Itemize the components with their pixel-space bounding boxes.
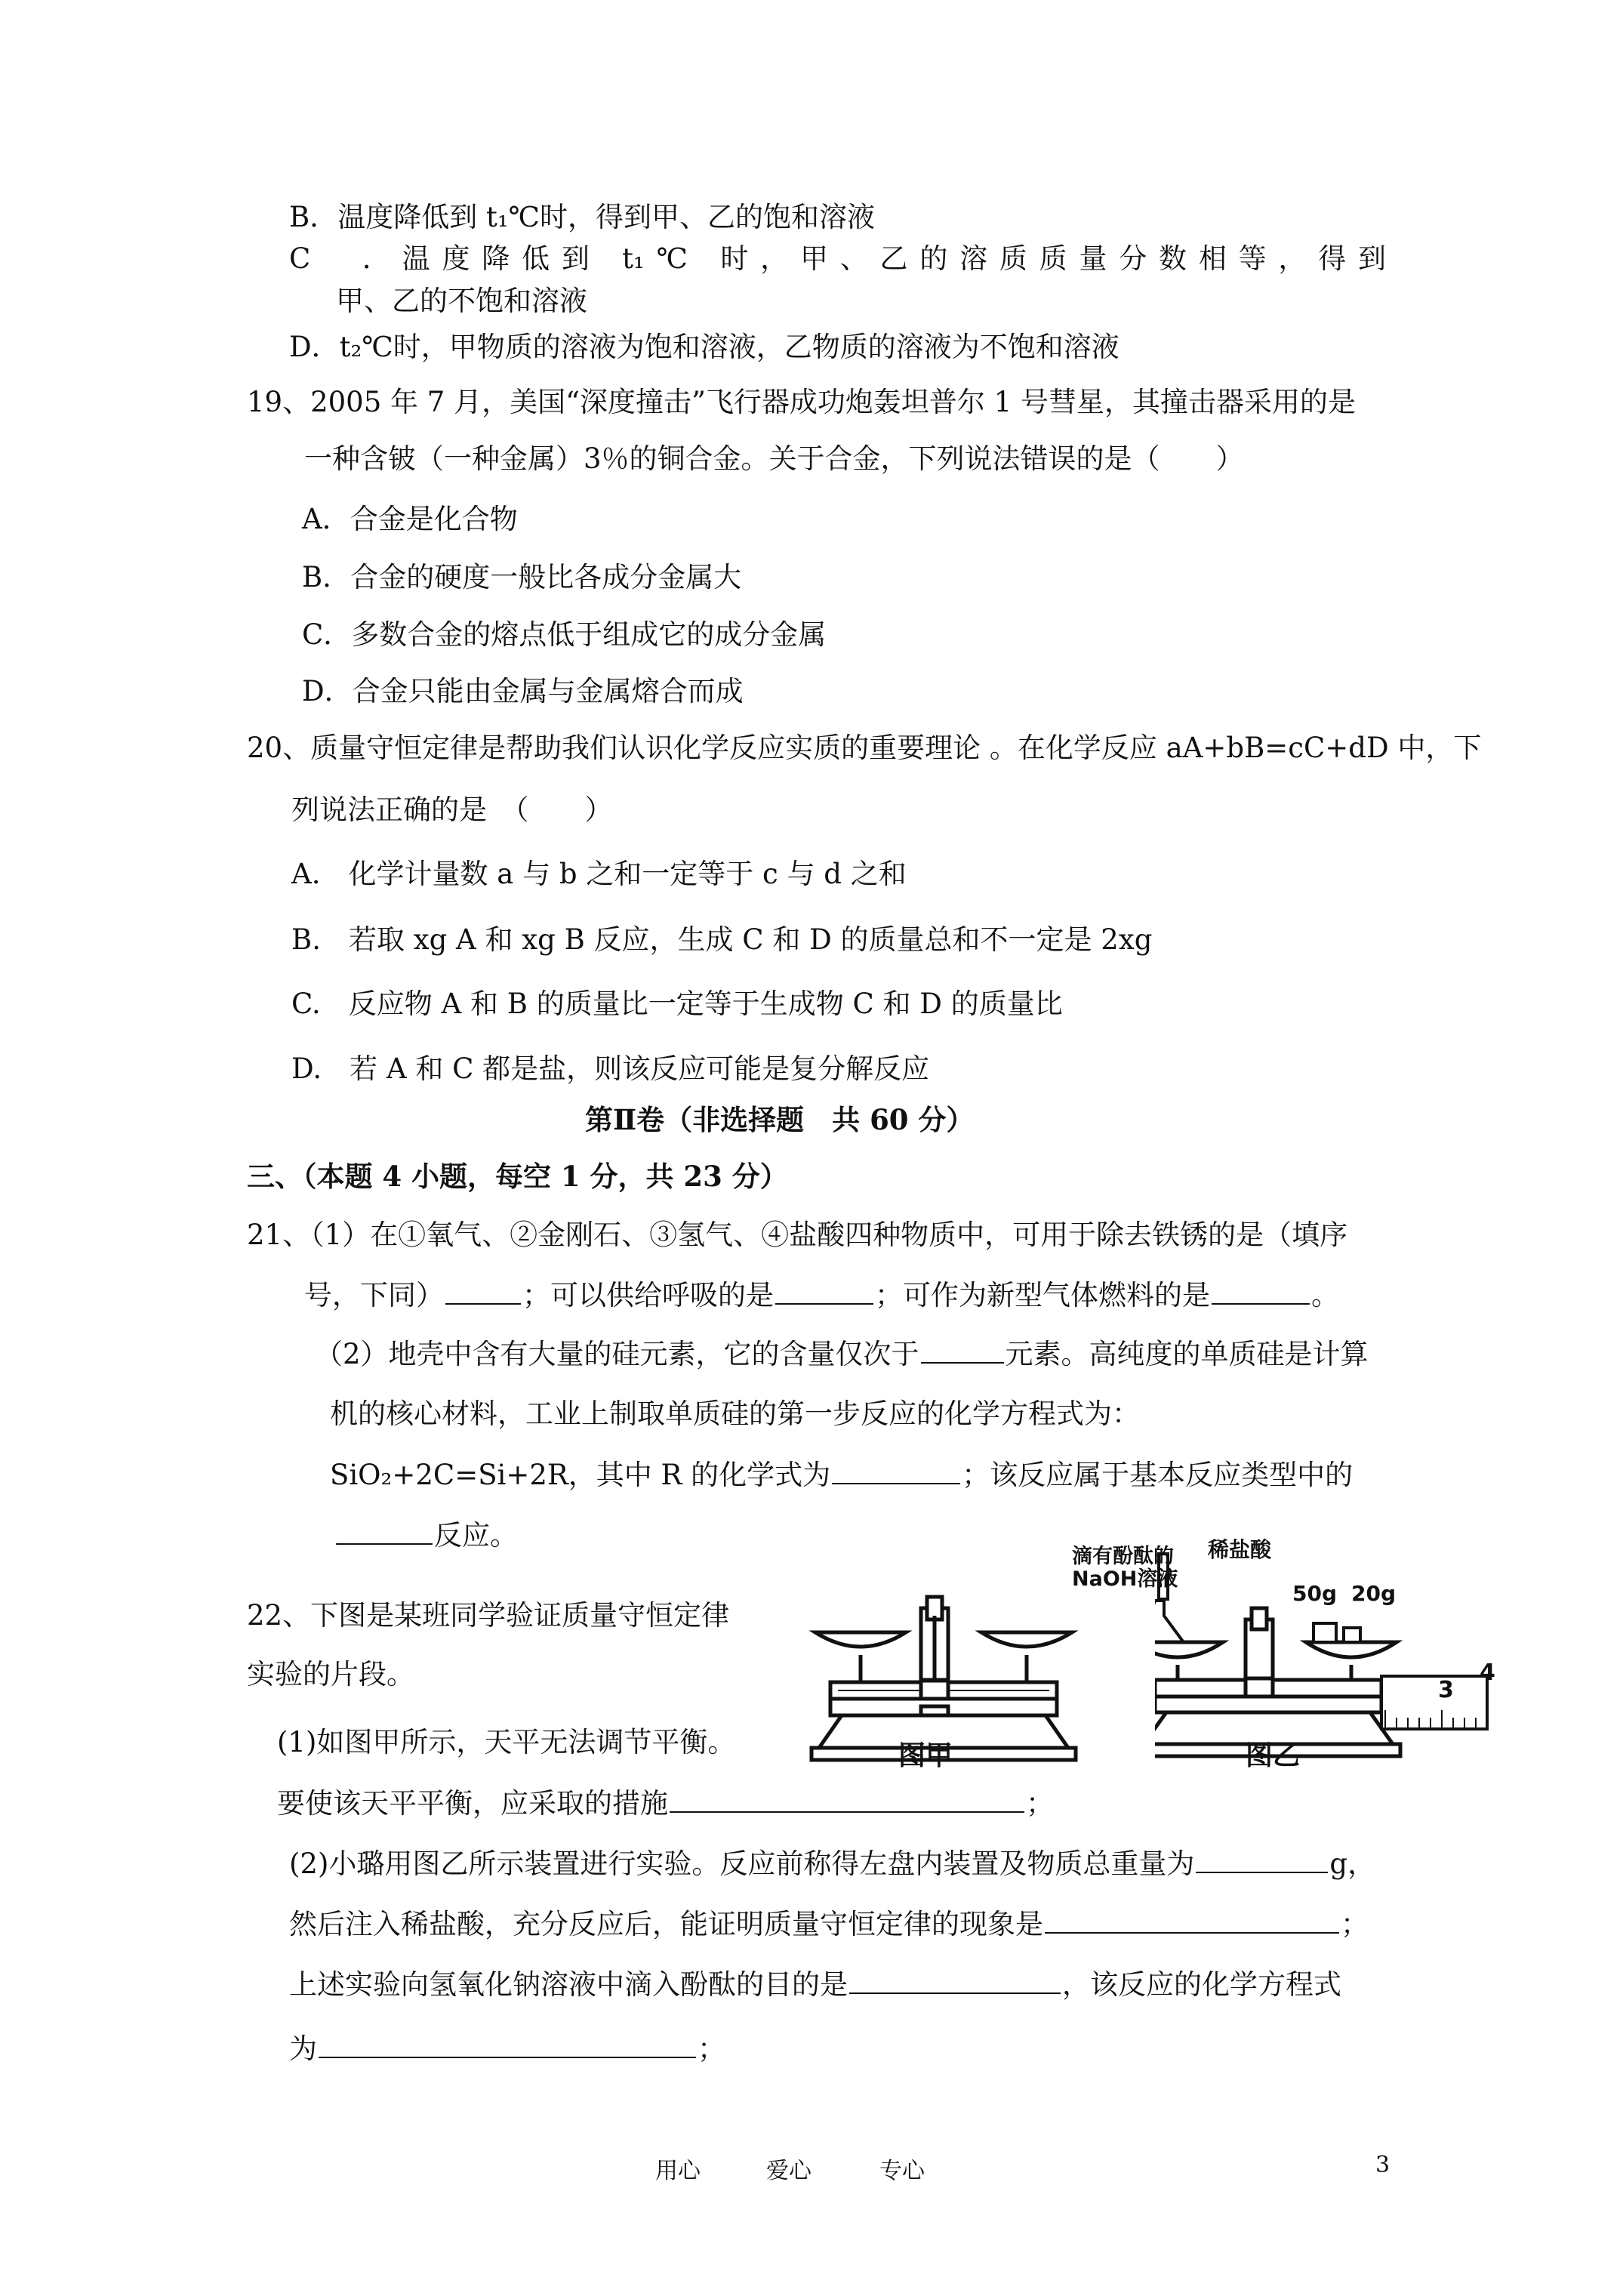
answer-blank-8[interactable] xyxy=(1196,1846,1328,1873)
q21-line2-text-c: ；可作为新型气体燃料的是 xyxy=(875,1279,1210,1311)
q22-line7-text-b: ，该反应的化学方程式 xyxy=(1062,1968,1341,2001)
q22-line4-text-a: 要使该天平平衡，应采取的措施 xyxy=(277,1787,668,1820)
answer-blank-9[interactable] xyxy=(1045,1906,1339,1934)
q21-line3-text-a: （2）地壳中含有大量的硅元素，它的含量仅次于 xyxy=(315,1338,919,1370)
q20-stem-line2: 列说法正确的是 （ ） xyxy=(291,794,613,826)
q22-line6 xyxy=(289,1906,1369,1942)
q22-line5 xyxy=(289,1846,1375,1881)
q22-line8-text-a: 为 xyxy=(289,2032,317,2065)
answer-blank-6[interactable] xyxy=(336,1518,433,1545)
q21-line2-text-b: ；可以供给呼吸的是 xyxy=(522,1279,774,1311)
q21-line5-text-a: SiO₂+2C=Si+2R，其中 R 的化学式为 xyxy=(330,1459,831,1491)
q18-option-d: D．t₂℃时，甲物质的溶液为饱和溶液，乙物质的溶液为不饱和溶液 xyxy=(289,331,1119,363)
q20-option-a: A. 化学计量数 a 与 b 之和一定等于 c 与 d 之和 xyxy=(291,858,907,890)
q21-line6-text: 反应。 xyxy=(434,1519,518,1552)
naoh-label-line2: NaOH溶液 xyxy=(1072,1567,1178,1591)
weight-50g-label: 50g xyxy=(1292,1581,1338,1606)
q20-option-b: B. 若取 xg A 和 xg B 反应，生成 C 和 D 的质量总和不一定是 2xg xyxy=(291,923,1153,956)
q19-stem-line1: 19、2005 年 7 月，美国“深度撞击”飞行器成功炮轰坦普尔 1 号彗星，其撞击器采用的是 xyxy=(247,386,1356,418)
acid-label: 稀盐酸 xyxy=(1208,1537,1272,1562)
q20-stem-line1: 20、质量守恒定律是帮助我们认识化学反应实质的重要理论 。在化学反应 aA+bB=cC+dD 中，下 xyxy=(247,732,1482,764)
answer-blank-4[interactable] xyxy=(921,1336,1004,1364)
page-number: 3 xyxy=(1375,2152,1390,2178)
q21-line2 xyxy=(304,1277,1339,1313)
footer-text-3: 专心 xyxy=(879,2158,925,2184)
q22-line5-text-a: (2)小璐用图乙所示装置进行实验。反应前称得左盘内装置及物质总重量为 xyxy=(289,1848,1195,1880)
part2-title: 第Ⅱ卷（非选择题 共 60 分） xyxy=(585,1103,975,1136)
weight-20g-label: 20g xyxy=(1351,1581,1397,1606)
q22-line6-text-b: ； xyxy=(1341,1908,1369,1940)
q21-line3-text-b: 元素。高纯度的单质硅是计算 xyxy=(1005,1338,1369,1370)
q19-option-b: B．合金的硬度一般比各成分金属大 xyxy=(302,561,742,593)
naoh-label-line1: 滴有酚酞的 xyxy=(1072,1545,1174,1568)
q22-line4 xyxy=(277,1786,1054,1821)
q19-stem-line2: 一种含铍（一种金属）3％的铜合金。关于合金，下列说法错误的是（ ） xyxy=(304,442,1244,475)
q22-line2: 实验的片段。 xyxy=(247,1658,414,1690)
answer-blank-10[interactable] xyxy=(849,1967,1061,1994)
q22-line5-text-b: g， xyxy=(1329,1848,1376,1880)
q21-line5-text-b: ；该反应属于基本反应类型中的 xyxy=(962,1459,1354,1491)
answer-blank-5[interactable] xyxy=(832,1457,960,1484)
figure-yi-label: 图乙 xyxy=(1246,1740,1301,1771)
q21-line2-text-a: 号，下同） xyxy=(304,1279,444,1311)
section-heading: 三、（本题 4 小题，每空 1 分，共 23 分） xyxy=(247,1160,788,1193)
q21-line1: 21、（1）在①氧气、②金刚石、③氢气、④盐酸四种物质中，可用于除去铁锈的是（填序 xyxy=(247,1219,1348,1251)
q22-line7 xyxy=(289,1967,1341,2002)
q20-option-c: C. 反应物 A 和 B 的质量比一定等于生成物 C 和 D 的质量比 xyxy=(291,988,1063,1020)
q22-line8 xyxy=(289,2031,725,2066)
q19-option-a: A．合金是化合物 xyxy=(302,503,518,535)
answer-blank-11[interactable] xyxy=(319,2031,696,2058)
q19-option-d: D．合金只能由金属与金属熔合而成 xyxy=(302,675,744,707)
q18-option-b: B．温度降低到 t₁℃时，得到甲、乙的饱和溶液 xyxy=(289,201,876,233)
q21-line3 xyxy=(315,1336,1369,1372)
q21-line4: 机的核心材料，工业上制取单质硅的第一步反应的化学方程式为： xyxy=(330,1398,1140,1430)
answer-blank-1[interactable] xyxy=(445,1277,521,1305)
q19-option-c: C．多数合金的熔点低于组成它的成分金属 xyxy=(302,618,827,651)
answer-blank-2[interactable] xyxy=(775,1277,873,1305)
answer-blank-7[interactable] xyxy=(670,1786,1024,1813)
q22-line7-text-a: 上述实验向氢氧化钠溶液中滴入酚酞的目的是 xyxy=(289,1968,848,2001)
q21-line5 xyxy=(330,1457,1353,1493)
q22-line3: (1)如图甲所示，天平无法调节平衡。 xyxy=(277,1726,736,1758)
scale-tick-3: 3 xyxy=(1438,1677,1454,1703)
scale-tick-4: 4 xyxy=(1480,1660,1495,1686)
q21-line6 xyxy=(334,1518,518,1553)
footer-text-2: 爱心 xyxy=(766,2158,812,2184)
q22-line1: 22、下图是某班同学验证质量守恒定律 xyxy=(247,1599,730,1632)
footer-text-1: 用心 xyxy=(655,2158,701,2184)
answer-blank-3[interactable] xyxy=(1212,1277,1310,1305)
balance-figure-jia xyxy=(808,1586,1125,1774)
q18-option-c-line1: C ．温度降低到 t₁℃ 时，甲、乙的溶质质量分数相等，得到 xyxy=(289,242,1386,275)
q18-option-c-line2: 甲、乙的不饱和溶液 xyxy=(336,285,587,317)
q22-line4-text-b: ； xyxy=(1026,1787,1054,1820)
q22-line6-text-a: 然后注入稀盐酸，充分反应后，能证明质量守恒定律的现象是 xyxy=(289,1908,1043,1940)
q22-line8-text-b: ； xyxy=(698,2032,725,2065)
q20-option-d: D. 若 A 和 C 都是盐，则该反应可能是复分解反应 xyxy=(291,1052,930,1085)
q21-line2-text-d: 。 xyxy=(1311,1279,1339,1311)
figure-jia-label: 图甲 xyxy=(898,1740,953,1771)
